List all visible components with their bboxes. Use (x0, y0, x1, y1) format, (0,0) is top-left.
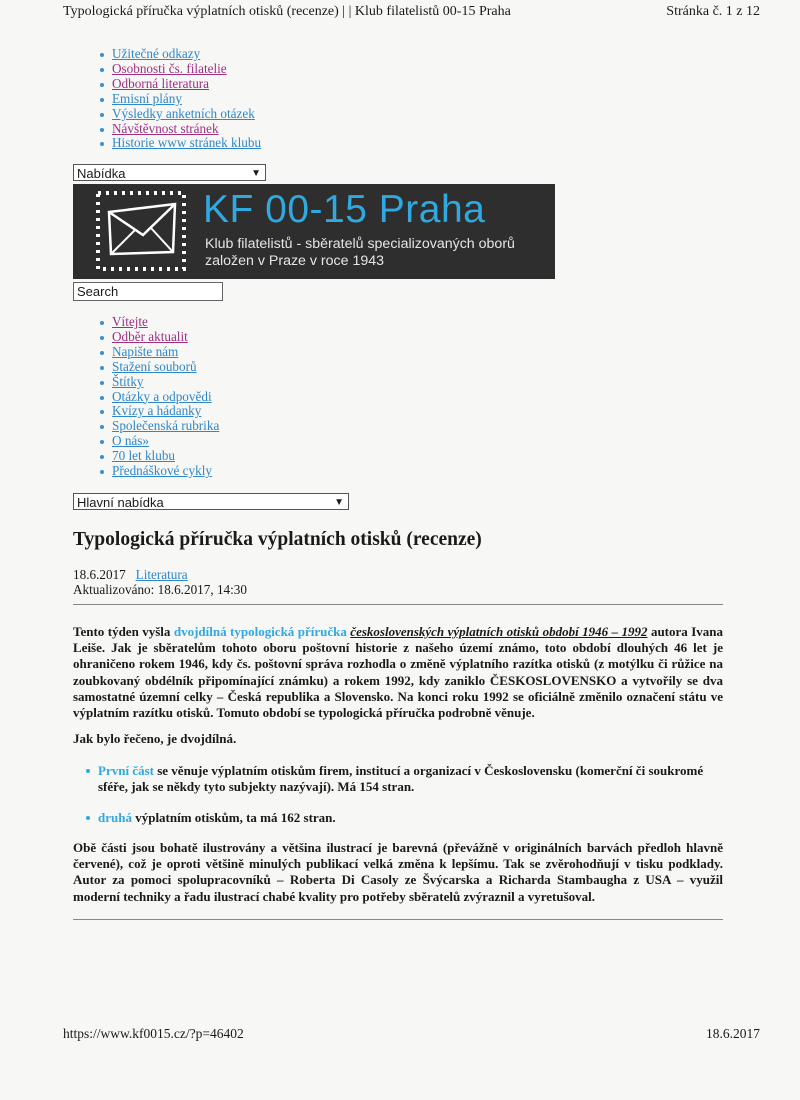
list-item (98, 449, 219, 464)
second-part-link[interactable]: druhá (98, 810, 132, 825)
article-updated: Aktualizováno: 18.6.2017, 14:30 (73, 582, 247, 597)
bullet-icon (86, 769, 90, 773)
list-item (98, 107, 261, 122)
article-paragraph-3: Obě části jsou bohatě ilustrovány a většina ilustrací je barevná (převážně v originálních barvách předloh hlavně červené), což je oproti většině minulých publikací velká změna k lepšímu. Tak se zvěrohodňují v tisku podklady. Autor za pomoci spolupracovníků – Roberta Di Casoly ze Švýcarska a Richarda Stambaugha z USA – využil moderní techniky a řadu ilustrací chabé kvality pro potřeby sběratelů zvýraznil a vyretušoval. (73, 840, 723, 904)
link-prednaskove-cykly[interactable]: Přednáškové cykly (112, 463, 212, 479)
main-links-list (98, 315, 219, 479)
divider (73, 919, 723, 920)
nabidka-select[interactable] (73, 164, 266, 181)
bullet-icon (86, 816, 90, 820)
bullet-text: výplatním otiskům, ta má 162 stran. (131, 810, 336, 825)
paragraph-text: autora Ivana Leiše. Jak je sběratelům tohoto oboru poštovní historie z našeho území známo, toto období dlouhých 46 let je ohraničeno rokem 1946, kdy čs. poštovní správa rozhodla o změně výplatního razítka otisků (z motýlku či růžice na zoubkovaný obdélník připomínající známku) a rokem 1992, kdy zaniklo ČESKOSLOVENSKO a vytvořily se dva samostatné územní celky – Česká republika a Slovensko. Na konci roku 1992 se oficiálně změnilo označení státu ve výplatním razítku otisků. Tomuto období se typologická příručka podrobně věnuje. (73, 624, 724, 721)
link-o-nas[interactable]: O nás» (112, 433, 149, 449)
paragraph-text: Tento týden vyšla (73, 624, 174, 639)
list-item (98, 404, 219, 419)
list-item (98, 345, 219, 360)
list-item (98, 434, 219, 449)
list-item (98, 464, 219, 479)
list-item (98, 390, 219, 405)
list-item (98, 810, 723, 826)
site-banner[interactable] (73, 184, 555, 279)
list-item (98, 136, 261, 151)
footer-date: 18.6.2017 (706, 1026, 760, 1041)
link-napiste-nam[interactable]: Napište nám (112, 343, 179, 359)
article-category-link[interactable]: Literatura (135, 567, 188, 582)
main-menu-select[interactable] (73, 493, 349, 510)
banner-subtitle-line1: Klub filatelistů - sběratelů specializovaných oborů (205, 236, 515, 252)
print-header-title: Typologická příručka výplatních otisků (recenze) | | Klub filatelistů 00-15 Praha (63, 4, 511, 19)
print-header-page-number: Stránka č. 1 z 12 (666, 4, 760, 19)
article-meta (73, 567, 247, 597)
link-70-let[interactable]: 70 let klubu (112, 448, 176, 464)
list-item (98, 92, 261, 107)
banner-subtitle (205, 236, 515, 270)
list-item (98, 77, 261, 92)
list-item (98, 375, 219, 390)
link-odber-aktualit[interactable]: Odběr aktualit (112, 328, 188, 344)
footer-url: https://www.kf0015.cz/?p=46402 (63, 1026, 244, 1041)
link-osobnosti[interactable]: Osobnosti čs. filatelie (112, 60, 227, 76)
chevron-down-icon: ▼ (334, 497, 344, 508)
main-menu-select-value: Hlavní nabídka (77, 495, 164, 510)
link-otazky[interactable]: Otázky a odpovědi (112, 388, 212, 404)
highlight-link[interactable]: dvojdílná typologická příručka (173, 624, 347, 639)
list-item (98, 122, 261, 137)
list-item (98, 419, 219, 434)
banner-subtitle-line2: založen v Praze v roce 1943 (205, 253, 385, 269)
article-paragraph-1 (73, 624, 723, 721)
book-title: československých výplatních otisků období 1946 – 1992 (350, 624, 648, 639)
link-vitejte[interactable]: Vítejte (112, 314, 148, 329)
article-title: Typologická příručka výplatních otisků (recenze) (73, 529, 482, 550)
link-odborna-literatura[interactable]: Odborná literatura (112, 75, 210, 91)
banner-title: KF 00-15 Praha (203, 188, 486, 231)
list-item (98, 763, 723, 795)
nabidka-select-value: Nabídka (77, 166, 126, 181)
link-stitky[interactable]: Štítky (112, 373, 144, 389)
link-stazeni-souboru[interactable]: Stažení souborů (112, 358, 197, 374)
envelope-stamp-icon (95, 190, 187, 272)
list-item (98, 330, 219, 345)
divider (73, 604, 723, 605)
link-navstevnost[interactable]: Návštěvnost stránek (112, 120, 219, 136)
search-input[interactable]: Search (73, 282, 223, 301)
list-item (98, 62, 261, 77)
link-spolecenska[interactable]: Společenská rubrika (112, 418, 220, 434)
list-item (98, 315, 219, 330)
link-kvizy[interactable]: Kvízy a hádanky (112, 403, 202, 419)
link-historie[interactable]: Historie www stránek klubu (112, 135, 262, 151)
article-paragraph-2: Jak bylo řečeno, je dvojdílná. (73, 731, 237, 746)
article-date: 18.6.2017 (73, 567, 126, 582)
list-item (98, 47, 261, 62)
bullet-text: se věnuje výplatním otiskům firem, institucí a organizací v Československu (komerční či soukromé sféře, jak se někdy tyto subjekty nazývají). Má 154 stran. (98, 763, 704, 795)
chevron-down-icon: ▼ (251, 168, 261, 179)
link-emisni-plany[interactable]: Emisní plány (112, 90, 182, 106)
list-item (98, 360, 219, 375)
top-links-list (98, 47, 261, 151)
link-vysledky-anket[interactable]: Výsledky anketních otázek (112, 105, 255, 121)
first-part-link[interactable]: První část (98, 763, 154, 778)
link-uzitecne-odkazy[interactable]: Užitečné odkazy (112, 46, 201, 61)
